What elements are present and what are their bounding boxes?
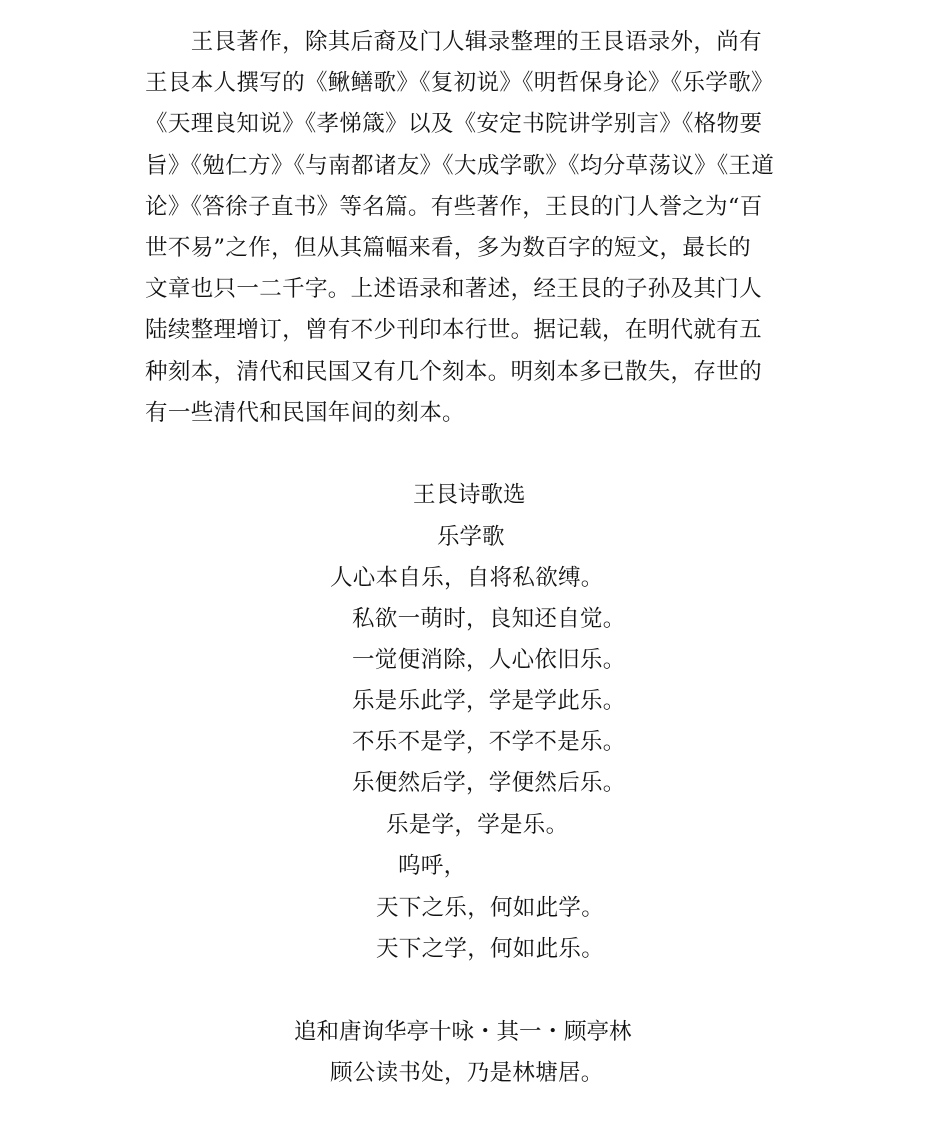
intro-line: 有一些清代和民国年间的刻本。 — [145, 399, 465, 426]
poem-title: 追和唐询华亭十咏・其一・顾亭林 — [294, 1019, 632, 1045]
intro-line: 种刻本，清代和民国又有几个刻本。明刻本多已散失，存世的 — [145, 358, 762, 385]
poem-line: 乐是学，学是乐。 — [386, 812, 569, 838]
intro-line: 王艮著作，除其后裔及门人辑录整理的王艮语录外，尚有 — [145, 29, 762, 55]
poem-line: 人心本自乐，自将私欲缚。 — [330, 565, 604, 591]
poem-line: 天下之学，何如此乐。 — [376, 936, 605, 962]
section-title: 王艮诗歌选 — [413, 482, 526, 508]
poem-line: 乐便然后学，学便然后乐。 — [352, 770, 626, 796]
intro-line: 文章也只一二千字。上述语录和著述，经王艮的子孙及其门人 — [145, 276, 762, 303]
intro-line: 《天理良知说》《孝悌箴》以及《安定书院讲学别言》《格物要 — [145, 111, 763, 138]
intro-line: 世不易”之作，但从其篇幅来看，多为数百字的短文，最长的 — [145, 234, 751, 261]
poem-title: 乐学歌 — [437, 524, 505, 550]
poem-line: 一觉便消除，人心依旧乐。 — [352, 647, 626, 673]
poem-line: 天下之乐，何如此学。 — [376, 895, 605, 921]
poem-line: 私欲一萌时，良知还自觉。 — [352, 606, 626, 632]
intro-line: 旨》《勉仁方》《与南都诸友》《大成学歌》《均分草荡议》《王道 — [145, 152, 775, 179]
intro-line: 论》《答徐子直书》等名篇。有些著作，王艮的门人誉之为“百 — [145, 193, 763, 220]
intro-line: 王艮本人撰写的《鳅鳝歌》《复初说》《明哲保身论》《乐学歌》 — [145, 70, 774, 97]
poem-line: 不乐不是学，不学不是乐。 — [352, 729, 626, 755]
poem-line: 乐是乐此学，学是学此乐。 — [352, 688, 626, 714]
intro-line: 陆续整理增订，曾有不少刊印本行世。据记载，在明代就有五 — [145, 317, 762, 344]
poem-line: 顾公读书处，乃是林塘居。 — [330, 1060, 604, 1086]
intro-paragraph — [145, 22, 805, 434]
poem-line: 呜呼， — [398, 853, 467, 879]
